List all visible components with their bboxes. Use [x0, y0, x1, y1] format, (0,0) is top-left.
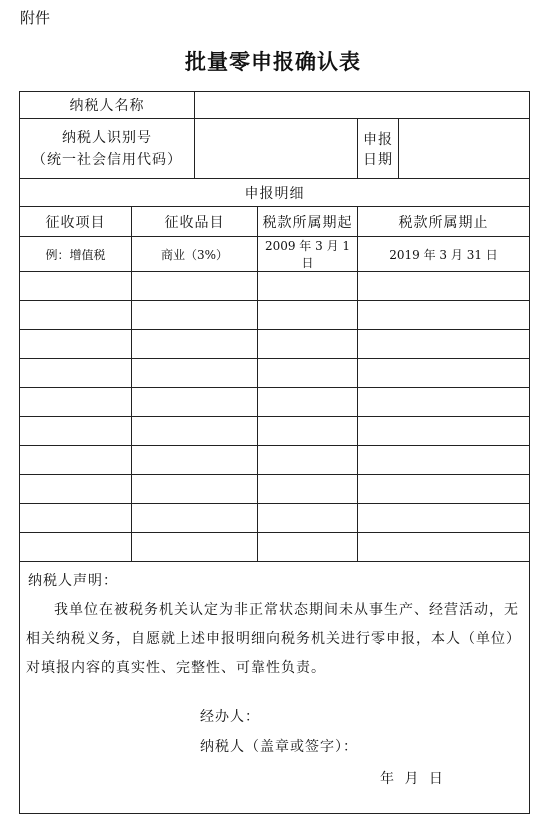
sign-date-line: 年 月 日 — [380, 771, 443, 787]
period-end-cell[interactable] — [358, 388, 530, 417]
example-period-end: 2019 年 3 月 31 日 — [358, 237, 530, 272]
period-start-cell[interactable] — [258, 446, 358, 475]
period-end-cell[interactable] — [358, 446, 530, 475]
detail-header-row — [20, 179, 530, 207]
levy-item-cell[interactable] — [20, 504, 132, 533]
taxpayer-id-label — [20, 119, 195, 179]
levy-category-cell[interactable] — [132, 417, 258, 446]
levy-item-cell[interactable] — [20, 330, 132, 359]
period-start-cell[interactable] — [258, 330, 358, 359]
signer-label: 纳税人（盖章或签字）： — [200, 739, 358, 755]
period-start-cell[interactable] — [258, 417, 358, 446]
levy-item-cell[interactable] — [20, 359, 132, 388]
period-start-cell[interactable] — [258, 475, 358, 504]
taxpayer-id-label-line2: （统一社会信用代码） — [32, 151, 182, 168]
table-row — [20, 446, 530, 475]
levy-item-cell[interactable] — [20, 475, 132, 504]
levy-category-cell[interactable] — [132, 533, 258, 562]
confirmation-form-table — [19, 91, 530, 814]
period-start-cell[interactable] — [258, 359, 358, 388]
period-end-cell[interactable] — [358, 272, 530, 301]
period-end-cell[interactable] — [358, 330, 530, 359]
period-end-cell[interactable] — [358, 504, 530, 533]
col-header-period-start: 税款所属期起 — [258, 207, 358, 237]
example-row — [20, 237, 530, 272]
example-levy-item: 例：增值税 — [20, 237, 132, 272]
period-start-cell[interactable] — [258, 301, 358, 330]
levy-item-cell[interactable] — [20, 301, 132, 330]
table-row — [20, 388, 530, 417]
period-end-cell[interactable] — [358, 417, 530, 446]
period-end-cell[interactable] — [358, 533, 530, 562]
taxpayer-id-label-line1: 纳税人识别号 — [62, 129, 152, 146]
period-start-cell[interactable] — [258, 272, 358, 301]
levy-category-cell[interactable] — [132, 330, 258, 359]
table-row — [20, 475, 530, 504]
period-end-cell[interactable] — [358, 359, 530, 388]
levy-item-cell[interactable] — [20, 272, 132, 301]
taxpayer-name-field[interactable] — [195, 92, 530, 119]
filing-date-field[interactable] — [399, 119, 530, 179]
period-end-cell[interactable] — [358, 475, 530, 504]
period-end-cell[interactable] — [358, 301, 530, 330]
table-row — [20, 359, 530, 388]
taxpayer-id-row — [20, 119, 530, 179]
table-row — [20, 417, 530, 446]
handler-label: 经办人： — [200, 709, 260, 725]
table-row — [20, 533, 530, 562]
levy-category-cell[interactable] — [132, 272, 258, 301]
col-header-levy-item: 征收项目 — [20, 207, 132, 237]
attachment-label: 附件 — [20, 9, 51, 27]
levy-category-cell[interactable] — [132, 504, 258, 533]
declaration-row — [20, 562, 530, 814]
taxpayer-name-row — [20, 92, 530, 119]
levy-category-cell[interactable] — [132, 475, 258, 504]
detail-header: 申报明细 — [20, 179, 530, 207]
levy-item-cell[interactable] — [20, 388, 132, 417]
levy-category-cell[interactable] — [132, 388, 258, 417]
levy-category-cell[interactable] — [132, 446, 258, 475]
table-row — [20, 330, 530, 359]
form-title: 批量零申报确认表 — [185, 50, 361, 74]
col-header-period-end: 税款所属期止 — [358, 207, 530, 237]
example-period-start: 2009 年 3 月 1 日 — [258, 237, 358, 272]
declaration-section — [20, 562, 530, 814]
levy-item-cell[interactable] — [20, 446, 132, 475]
levy-item-cell[interactable] — [20, 533, 132, 562]
declaration-heading: 纳税人声明： — [28, 573, 118, 589]
table-row — [20, 504, 530, 533]
levy-category-cell[interactable] — [132, 301, 258, 330]
filing-date-label: 申报日期 — [358, 119, 399, 179]
declaration-text: 我单位在被税务机关认定为非正常状态期间未从事生产、经营活动，无相关纳税义务，自愿就上述申报明细向税务机关进行零申报，本人（单位）对填报内容的真实性、完整性、可靠性负责。 — [26, 602, 521, 676]
period-start-cell[interactable] — [258, 388, 358, 417]
period-start-cell[interactable] — [258, 533, 358, 562]
taxpayer-id-field[interactable] — [195, 119, 358, 179]
taxpayer-name-label: 纳税人名称 — [20, 92, 195, 119]
table-row — [20, 301, 530, 330]
levy-category-cell[interactable] — [132, 359, 258, 388]
period-start-cell[interactable] — [258, 504, 358, 533]
column-header-row — [20, 207, 530, 237]
table-row — [20, 272, 530, 301]
example-levy-category: 商业（3%） — [132, 237, 258, 272]
col-header-levy-category: 征收品目 — [132, 207, 258, 237]
levy-item-cell[interactable] — [20, 417, 132, 446]
